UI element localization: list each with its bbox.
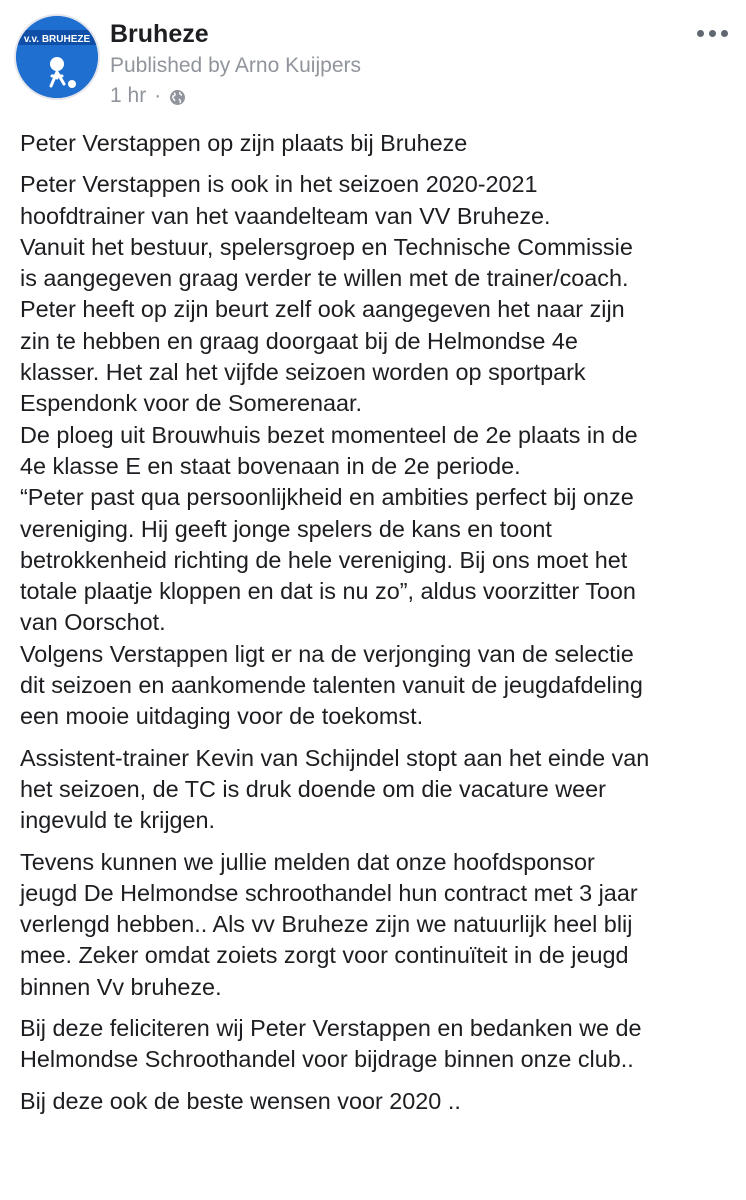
post-title: Peter Verstappen op zijn plaats bij Bruheze bbox=[20, 130, 468, 156]
meta-separator: · bbox=[154, 84, 162, 107]
post-meta bbox=[110, 84, 186, 108]
publisher-line: Published by Arno Kuijpers bbox=[110, 54, 361, 77]
paragraph-sponsor: Tevens kunnen we jullie melden dat onze hoofdsponsor jeugd De Helmondse schroothandel hun contract met 3 jaar verlengd hebben.. Als vv Bruheze zijn we natuurlijk heel blij mee. Zeker omdat zoiets zorgt voor continuïteit in de jeugd binnen Vv bruheze. bbox=[20, 848, 638, 1000]
avatar-text: v.v. BRUHEZE bbox=[23, 34, 91, 45]
paragraph-assistant: Assistent-trainer Kevin van Schijndel stopt aan het einde van het seizoen, de TC is druk doende om die vacature weer ingevuld te krijgen. bbox=[20, 744, 650, 834]
paragraph-wishes: Bij deze ook de beste wensen voor 2020 .. bbox=[20, 1087, 461, 1114]
post-header bbox=[0, 0, 746, 120]
globe-icon[interactable] bbox=[169, 88, 186, 105]
avatar[interactable] bbox=[14, 14, 100, 100]
page-name[interactable]: Bruheze bbox=[110, 20, 209, 48]
post-body bbox=[20, 128, 736, 1127]
club-logo-icon bbox=[16, 16, 98, 98]
paragraph-congrats: Bij deze feliciteren wij Peter Verstappen en bedanken we de Helmondse Schroothandel voor bijdrage binnen onze club.. bbox=[20, 1015, 642, 1073]
paragraph-main: Peter Verstappen is ook in het seizoen 2020-2021 hoofdtrainer van het vaandelteam van VV Bruheze. Vanuit het bestuur, spelersgroep en Technische Commissie is aangegeven graag verder te willen met de trainer/coach. Peter heeft op zijn beurt zelf ook aangegeven het naar zijn zin te hebben en graag doorgaat bij de Helmondse 4e klasser. Het zal het vijfde seizoen worden op sportpark Espendonk voor de Somerenaar. De ploeg uit Brouwhuis bezet momenteel de 2e plaats in de 4e klasse E en staat bovenaan in de 2e periode. “Peter past qua persoonlijkheid en ambities perfect bij onze vereniging. Hij geeft jonge spelers de kans en toont betrokkenheid richting de hele vereniging. Bij ons moet het totale plaatje kloppen en dat is nu zo”, aldus voorzitter Toon van Oorschot. Volgens Verstappen ligt er na de verjonging van de selectie dit seizoen en aankomende talenten vanuit de jeugdafdeling een mooie uitdaging voor de toekomst. bbox=[20, 171, 643, 730]
post-time[interactable]: 1 hr bbox=[110, 84, 147, 107]
more-options-icon[interactable] bbox=[697, 30, 728, 37]
